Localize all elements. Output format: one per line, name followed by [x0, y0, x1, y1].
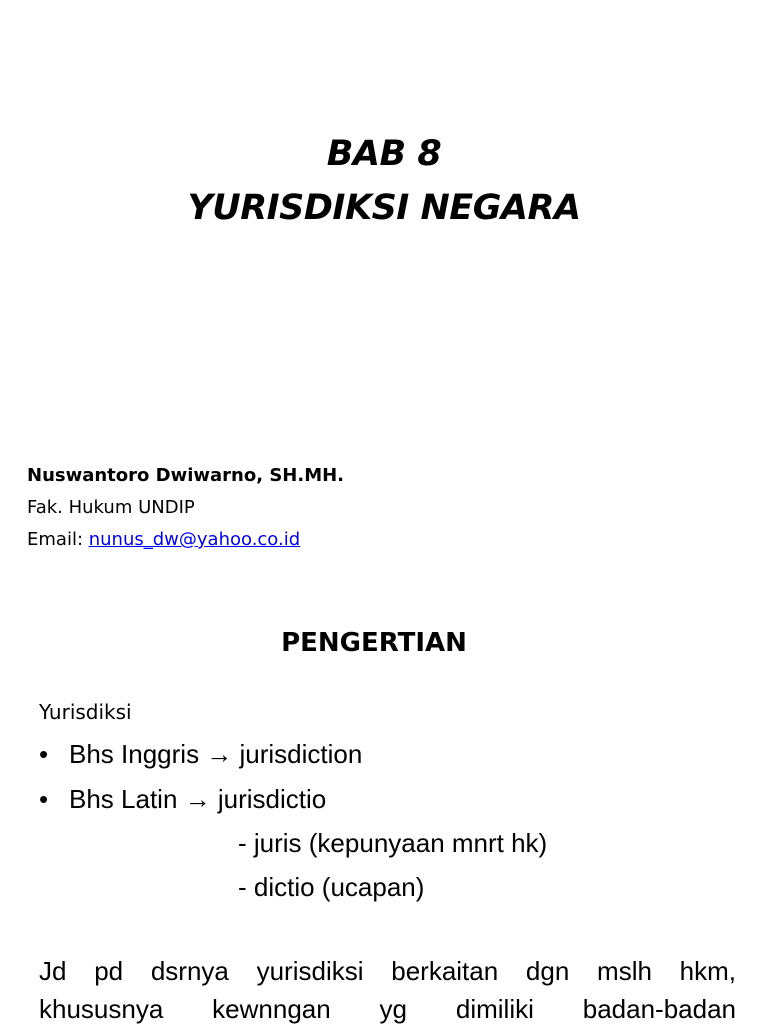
bullet-marker: • [39, 784, 49, 814]
bullet-item [39, 783, 326, 815]
author-affiliation: Fak. Hukum UNDIP [27, 497, 195, 518]
bullet-marker: • [39, 739, 49, 769]
paragraph-line: Jd pd dsrnya yurisdiksi berkaitan dgn mslh hkm, [39, 956, 736, 986]
author-name: Nuswantoro Dwiwarno, SH.MH. [27, 465, 345, 486]
chapter-subtitle: YURISDIKSI NEGARA [187, 188, 581, 228]
author-block [27, 460, 344, 556]
sub-item: - juris (kepunyaan mnrt hk) [238, 828, 548, 858]
lead-term: Yurisdiksi [39, 700, 132, 724]
slide-heading: PENGERTIAN [281, 628, 467, 658]
chapter-title: BAB 8 [326, 134, 442, 174]
bullet-text: Bhs Latin → jurisdictio [69, 784, 327, 814]
body-paragraph [39, 952, 736, 1028]
bullet-item [39, 738, 362, 770]
author-email-line [27, 524, 344, 556]
sub-item: - dictio (ucapan) [238, 872, 425, 902]
definition-slide [0, 590, 768, 1024]
email-label: Email: [27, 529, 89, 550]
email-link[interactable]: nunus_dw@yahoo.co.id [88, 529, 301, 550]
paragraph-line: khususnya kewnngan yg dimiliki badan-badan [39, 994, 736, 1024]
bullet-text: Bhs Inggris → jurisdiction [69, 739, 363, 769]
